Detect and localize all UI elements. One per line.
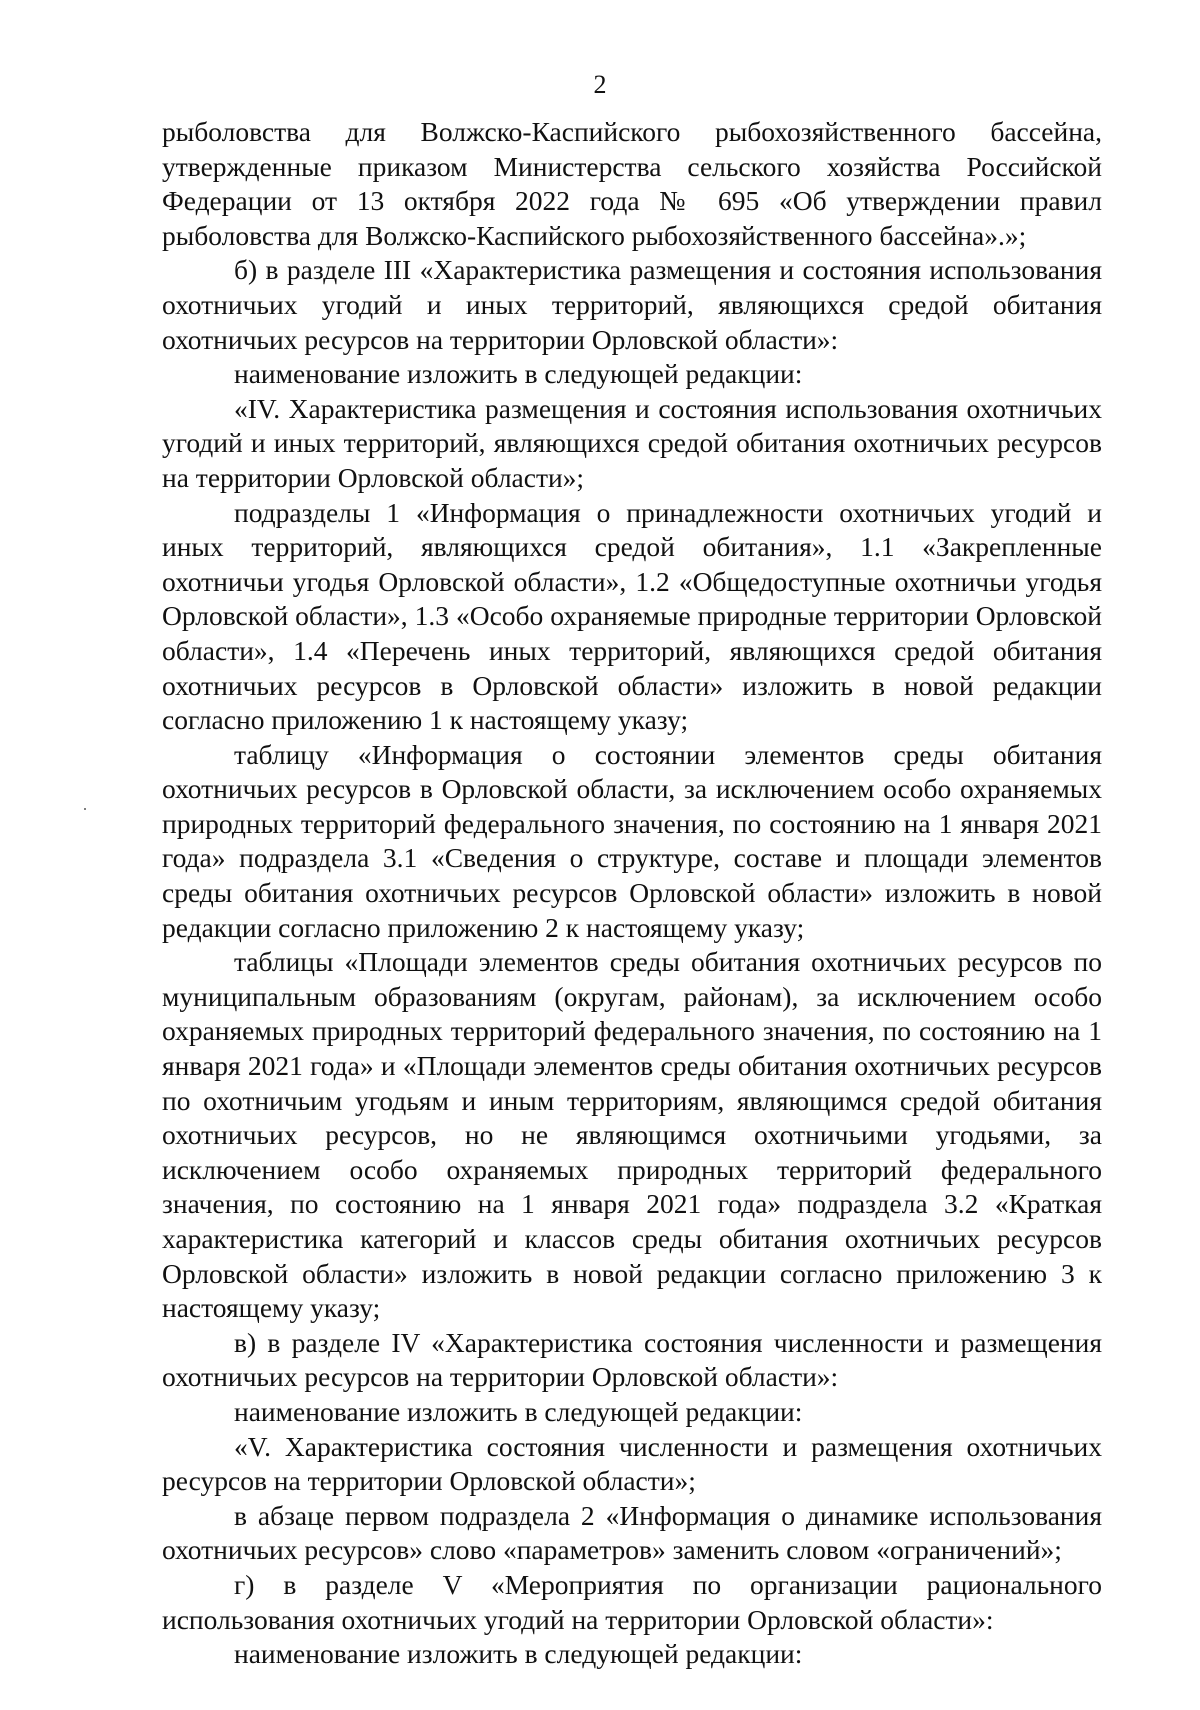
paragraph-5: подразделы 1 «Информация о принадлежности охотничьих угодий и иных территорий, являющихся средой обитания», 1.1 «Закрепленные охотничьи угодья Орловской области», 1.2 «Общедоступные охотничьи угодья Орловской области», 1.3 «Особо охраняемые природные территории Орловской области», 1.4 «Перечень иных территорий, являющихся средой обитания охотничьих ресурсов в Орловской области» изложить в новой редакции согласно приложению 1 к настоящему указу; <box>162 496 1102 736</box>
paragraph-2: б) в разделе III «Характеристика размещения и состояния использования охотничьих угодий и иных территорий, являющихся средой обитания охотничьих ресурсов на территории Орловской области»: <box>162 254 1102 355</box>
paragraph-1: рыболовства для Волжско-Каспийского рыбохозяйственного бассейна, утвержденные приказом Министерства сельского хозяйства Российской Федерации от 13 октября 2022 года № 695 «Об утверждении правил рыболовства для Волжско-Каспийского рыбохозяйственного бассейна».»; <box>162 116 1102 251</box>
paragraph-8: в) в разделе IV «Характеристика состояния численности и размещения охотничьих ресурсов на территории Орловской области»: <box>162 1326 1102 1393</box>
paragraph-4: «IV. Характеристика размещения и состояния использования охотничьих угодий и иных территорий, являющихся средой обитания охотничьих ресурсов на территории Орловской области»; <box>162 392 1102 493</box>
paragraph-6: таблицу «Информация о состоянии элементов среды обитания охотничьих ресурсов в Орловской области, за исключением особо охраняемых природных территорий федерального значения, по состоянию на 1 января 2021 года» подраздела 3.1 «Сведения о структуре, составе и площади элементов среды обитания охотничьих ресурсов Орловской области» изложить в новой редакции согласно приложению 2 к настоящему указу; <box>162 738 1102 943</box>
paragraph-9: наименование изложить в следующей редакции: <box>234 1395 803 1427</box>
margin-speck <box>84 808 86 810</box>
paragraph-13: наименование изложить в следующей редакции: <box>234 1638 803 1670</box>
paragraph-10: «V. Характеристика состояния численности и размещения охотничьих ресурсов на территории Орловской области»; <box>162 1430 1102 1497</box>
paragraph-11: в абзаце первом подраздела 2 «Информация о динамике использования охотничьих ресурсов» слово «параметров» заменить словом «ограничений»; <box>162 1499 1102 1566</box>
document-body <box>162 115 1102 1672</box>
paragraph-3: наименование изложить в следующей редакции: <box>234 358 803 390</box>
paragraph-12: г) в разделе V «Мероприятия по организации рационального использования охотничьих угодий на территории Орловской области»: <box>162 1568 1102 1635</box>
page-number: 2 <box>593 70 607 99</box>
paragraph-7: таблицы «Площади элементов среды обитания охотничьих ресурсов по муниципальным образованиям (округам, районам), за исключением особо охраняемых природных территорий федерального значения, по состоянию на 1 января 2021 года» и «Площади элементов среды обитания охотничьих ресурсов по охотничьим угодьям и иным территориям, являющимся средой обитания охотничьих ресурсов, но не являющимся охотничьими угодьями, за исключением особо охраняемых природных территорий федерального значения, по состоянию на 1 января 2021 года» подраздела 3.2 «Краткая характеристика категорий и классов среды обитания охотничьих ресурсов Орловской области» изложить в новой редакции согласно приложению 3 к настоящему указу; <box>162 946 1102 1324</box>
